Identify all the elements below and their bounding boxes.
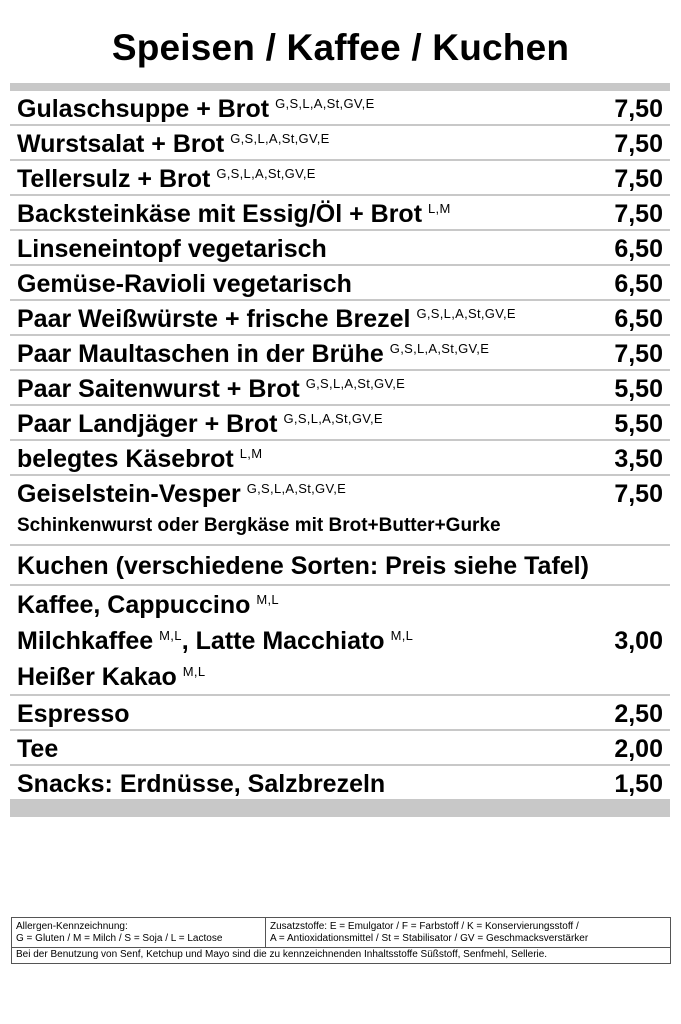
- menu-item: [10, 766, 670, 801]
- item-allergens: M,L: [390, 628, 414, 643]
- drink-items: [10, 696, 670, 801]
- item-price: 6,50: [614, 305, 663, 333]
- item-description: Schinkenwurst oder Bergkäse mit Brot+Butter+Gurke: [17, 515, 501, 536]
- menu-item-coffee: [10, 586, 670, 696]
- item-price: 2,50: [614, 700, 663, 728]
- item-allergens: G,S,L,A,St,GV,E: [283, 411, 383, 426]
- item-price: 7,50: [614, 95, 663, 123]
- additives-line-1: Zusatzstoffe: E = Emulgator / F = Farbstoff / K = Konservierungsstoff /: [270, 921, 579, 932]
- menu-item: [10, 161, 670, 196]
- item-allergens: G,S,L,A,St,GV,E: [416, 306, 516, 321]
- item-name: Kuchen (verschiedene Sorten: Preis siehe Tafel): [17, 552, 589, 580]
- menu-title: Speisen / Kaffee / Kuchen: [111, 27, 570, 68]
- item-name: Paar Landjäger + Brot: [17, 410, 278, 438]
- item-name: belegtes Käsebrot: [17, 445, 234, 473]
- top-divider: [10, 83, 670, 91]
- item-allergens: G,S,L,A,St,GV,E: [216, 166, 316, 181]
- item-price: 7,50: [614, 200, 663, 228]
- item-allergens: G,S,L,A,St,GV,E: [389, 341, 490, 356]
- item-price: 3,50: [614, 445, 663, 473]
- item-name: Kaffee, Cappuccino: [17, 591, 251, 619]
- item-allergens: G,S,L,A,St,GV,E: [246, 481, 347, 496]
- menu-item-vesper: [10, 476, 670, 546]
- item-price: 3,00: [614, 627, 663, 655]
- item-name: Linseneintopf vegetarisch: [17, 235, 327, 263]
- bottom-divider: [10, 801, 670, 817]
- menu-item: [10, 336, 670, 371]
- item-price: 7,50: [614, 130, 663, 158]
- item-price: 6,50: [614, 235, 663, 263]
- menu-item: [10, 231, 670, 266]
- allergen-title: Allergen-Kennzeichnung:: [16, 921, 128, 932]
- item-price: 7,50: [614, 340, 663, 368]
- item-price: 5,50: [614, 375, 663, 403]
- item-price: 2,00: [614, 735, 663, 763]
- item-name: Heißer Kakao: [17, 663, 177, 691]
- menu-item-kuchen: [10, 546, 670, 586]
- menu-list: [10, 83, 670, 817]
- item-allergens: M,L: [159, 628, 182, 643]
- item-allergens: G,S,L,A,St,GV,E: [275, 96, 375, 111]
- item-name: Paar Weißwürste + frische Brezel: [17, 305, 411, 333]
- item-allergens: G,S,L,A,St,GV,E: [230, 131, 330, 146]
- menu-item: [10, 696, 670, 731]
- item-allergens: G,S,L,A,St,GV,E: [305, 376, 406, 391]
- item-name: Tellersulz + Brot: [17, 165, 211, 193]
- additives-line-2: A = Antioxidationsmittel / St = Stabilisator / GV = Geschmacksverstärker: [270, 933, 589, 944]
- menu-item: [10, 406, 670, 441]
- menu-item: [10, 731, 670, 766]
- allergen-legend: [11, 917, 671, 964]
- item-allergens: L,M: [239, 446, 263, 461]
- menu-items: [10, 91, 670, 476]
- menu-item: [10, 266, 670, 301]
- item-name: Tee: [17, 735, 59, 763]
- item-price: 7,50: [614, 165, 663, 193]
- item-name: Paar Saitenwurst + Brot: [17, 375, 300, 403]
- item-name: Snacks: Erdnüsse, Salzbrezeln: [17, 770, 386, 798]
- menu-item: [10, 126, 670, 161]
- menu-item: [10, 441, 670, 476]
- item-name: Gulaschsuppe + Brot: [17, 95, 270, 123]
- item-price: 1,50: [614, 770, 663, 798]
- item-name: , Latte Macchiato: [181, 627, 385, 655]
- item-price: 5,50: [614, 410, 663, 438]
- item-name: Paar Maultaschen in der Brühe: [17, 340, 384, 368]
- menu-item: [10, 91, 670, 126]
- item-price: 6,50: [614, 270, 663, 298]
- item-allergens: M,L: [256, 592, 279, 607]
- allergen-codes: G = Gluten / M = Milch / S = Soja / L = Lactose: [16, 933, 223, 944]
- legend-footnote: Bei der Benutzung von Senf, Ketchup und Mayo sind die zu kennzeichnenden Inhaltsstoffe Süßstoff, Senfmehl, Sellerie.: [16, 949, 548, 960]
- item-allergens: L,M: [428, 201, 451, 216]
- item-name: Gemüse-Ravioli vegetarisch: [17, 270, 352, 298]
- item-price: 7,50: [614, 480, 663, 508]
- item-name: Espresso: [17, 700, 130, 728]
- item-name: Wurstsalat + Brot: [17, 130, 225, 158]
- menu-item: [10, 371, 670, 406]
- item-name: Milchkaffee: [17, 627, 154, 655]
- item-name: Geiselstein-Vesper: [17, 480, 241, 508]
- item-allergens: M,L: [182, 664, 206, 679]
- menu-item: [10, 301, 670, 336]
- menu-item: [10, 196, 670, 231]
- item-name: Backsteinkäse mit Essig/Öl + Brot: [17, 200, 423, 228]
